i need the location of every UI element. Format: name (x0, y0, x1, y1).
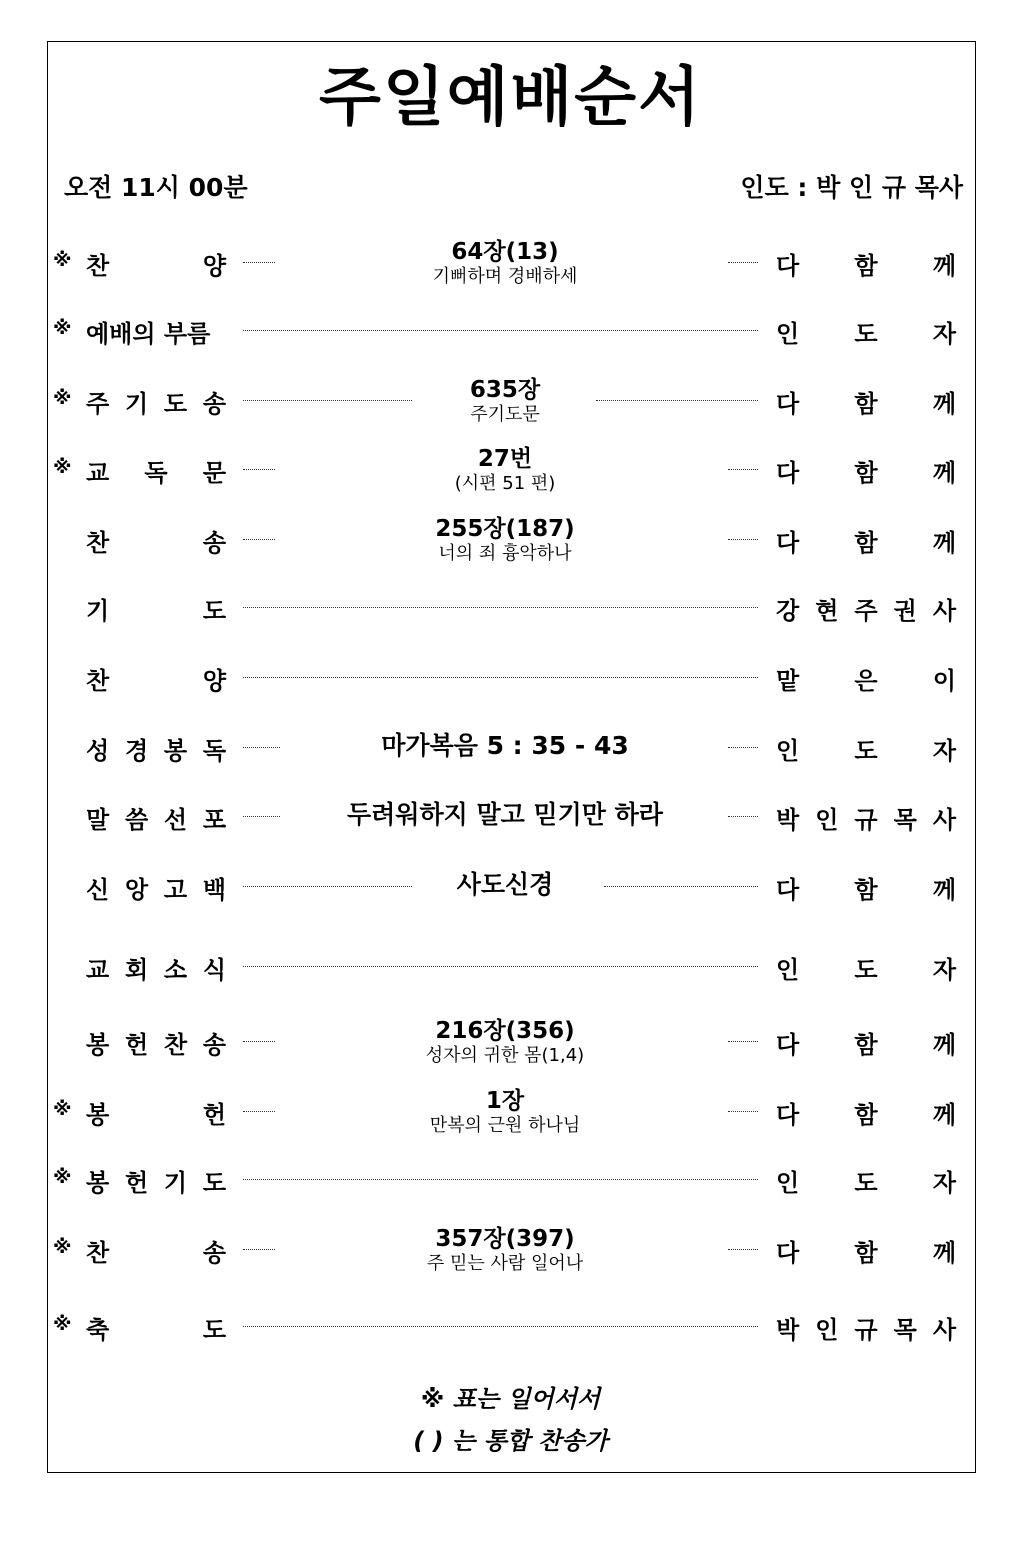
hymn-title: 성자의 귀한 몸(1,4) (425, 1045, 585, 1066)
dot-leader (243, 1041, 275, 1042)
service-item (0, 1148, 1021, 1208)
standing-mark: ※ (53, 317, 72, 339)
standing-mark: ※ (53, 1313, 72, 1335)
dot-leader (243, 966, 758, 967)
item-person: 인 도 자 (776, 956, 956, 984)
item-label: 축 도 (86, 1316, 226, 1344)
service-item (0, 576, 1021, 636)
hymn-title: 너의 죄 흉악하나 (438, 543, 572, 564)
service-item (0, 716, 1021, 776)
item-content (290, 1087, 720, 1137)
item-person: 맡 은 이 (776, 667, 956, 695)
hymn-number: 1장 (485, 1088, 525, 1114)
service-item (0, 935, 1021, 995)
hymn-number: 64장(13) (451, 239, 559, 265)
item-content (290, 1225, 720, 1275)
item-content (290, 445, 720, 495)
item-content: 사도신경 (456, 870, 554, 899)
dot-leader (604, 886, 758, 887)
dot-leader (243, 677, 758, 678)
standing-mark: ※ (53, 1098, 72, 1120)
hymn-title: 기뻐하며 경배하세 (432, 266, 578, 287)
dot-leader (728, 816, 758, 817)
service-item (0, 855, 1021, 915)
dot-leader (243, 539, 275, 540)
service-item (0, 438, 1021, 498)
item-content (290, 376, 720, 426)
dot-leader (728, 1111, 758, 1112)
service-item (0, 299, 1021, 359)
hymn-number: 255장(187) (435, 516, 575, 542)
item-label: 찬 양 (86, 667, 226, 695)
service-item (0, 1080, 1021, 1140)
dot-leader (243, 262, 275, 263)
hymn-number: 216장(356) (435, 1018, 575, 1044)
item-label: 성 경 봉 독 (86, 737, 226, 765)
item-label: 봉 헌 (86, 1101, 226, 1129)
item-content: 두려워하지 말고 믿기만 하라 (347, 800, 663, 829)
dot-leader (728, 1041, 758, 1042)
item-person: 다 함 께 (776, 1101, 956, 1129)
item-label: 찬 양 (86, 252, 226, 280)
standing-mark: ※ (53, 249, 72, 271)
hymn-title: 만복의 근원 하나님 (429, 1115, 581, 1136)
dot-leader (243, 1179, 758, 1180)
item-label: 봉 헌 찬 송 (86, 1031, 226, 1059)
dot-leader (243, 1249, 275, 1250)
service-item (0, 646, 1021, 706)
item-label: 주 기 도 송 (86, 390, 226, 418)
item-person: 다 함 께 (776, 459, 956, 487)
item-person: 강 현 주 권 사 (776, 597, 956, 625)
item-label: 신 앙 고 백 (86, 876, 226, 904)
service-time: 오전 11시 00분 (64, 173, 248, 202)
dot-leader (243, 400, 412, 401)
service-item (0, 1218, 1021, 1278)
dot-leader (728, 747, 758, 748)
dot-leader (243, 886, 412, 887)
page-title: 주일예배순서 (319, 61, 702, 135)
item-person: 다 함 께 (776, 876, 956, 904)
dot-leader (243, 816, 280, 817)
hymn-title: 주 믿는 사람 일어나 (426, 1253, 584, 1274)
item-person: 인 도 자 (776, 1169, 956, 1197)
item-person: 박 인 규 목 사 (776, 1316, 956, 1344)
item-content: 마가복음 5 : 35 - 43 (381, 731, 629, 760)
standing-mark: ※ (53, 456, 72, 478)
item-content (290, 515, 720, 565)
dot-leader (243, 1326, 758, 1327)
hymn-number: 635장 (469, 377, 541, 403)
standing-mark: ※ (53, 387, 72, 409)
dot-leader (728, 539, 758, 540)
service-leader: 인도 : 박 인 규 목사 (740, 173, 963, 202)
dot-leader (243, 330, 758, 331)
hymn-title: 주기도문 (470, 404, 540, 425)
hymn-number: 357장(397) (435, 1226, 575, 1252)
item-label: 봉 헌 기 도 (86, 1169, 226, 1197)
item-content (290, 1017, 720, 1067)
dot-leader (243, 607, 758, 608)
dot-leader (728, 262, 758, 263)
item-person: 다 함 께 (776, 529, 956, 557)
item-label: 찬 송 (86, 529, 226, 557)
dot-leader (243, 469, 275, 470)
item-person: 다 함 께 (776, 390, 956, 418)
service-item (0, 231, 1021, 291)
item-person: 다 함 께 (776, 1239, 956, 1267)
hymn-number: 27번 (477, 446, 533, 472)
item-label: 예배의 부름 (86, 320, 211, 348)
item-label: 교 회 소 식 (86, 956, 226, 984)
item-label: 기 도 (86, 597, 226, 625)
footnote-standing: ※ 표는 일어서서 (420, 1385, 601, 1413)
dot-leader (728, 469, 758, 470)
standing-mark: ※ (53, 1236, 72, 1258)
service-item (0, 369, 1021, 429)
item-person: 다 함 께 (776, 1031, 956, 1059)
item-label: 찬 송 (86, 1239, 226, 1267)
footnote-hymnal: ( ) 는 통합 찬송가 (413, 1427, 608, 1455)
service-item (0, 508, 1021, 568)
dot-leader (243, 747, 280, 748)
item-label: 교 독 문 (86, 459, 226, 487)
hymn-title: (시편 51 편) (454, 473, 556, 494)
item-person: 박 인 규 목 사 (776, 806, 956, 834)
dot-leader (728, 1249, 758, 1250)
service-item (0, 1010, 1021, 1070)
item-label: 말 씀 선 포 (86, 806, 226, 834)
item-person: 다 함 께 (776, 252, 956, 280)
standing-mark: ※ (53, 1166, 72, 1188)
service-item (0, 785, 1021, 845)
dot-leader (596, 400, 758, 401)
item-person: 인 도 자 (776, 737, 956, 765)
service-item (0, 1295, 1021, 1355)
item-person: 인 도 자 (776, 320, 956, 348)
item-content (290, 238, 720, 288)
dot-leader (243, 1111, 275, 1112)
